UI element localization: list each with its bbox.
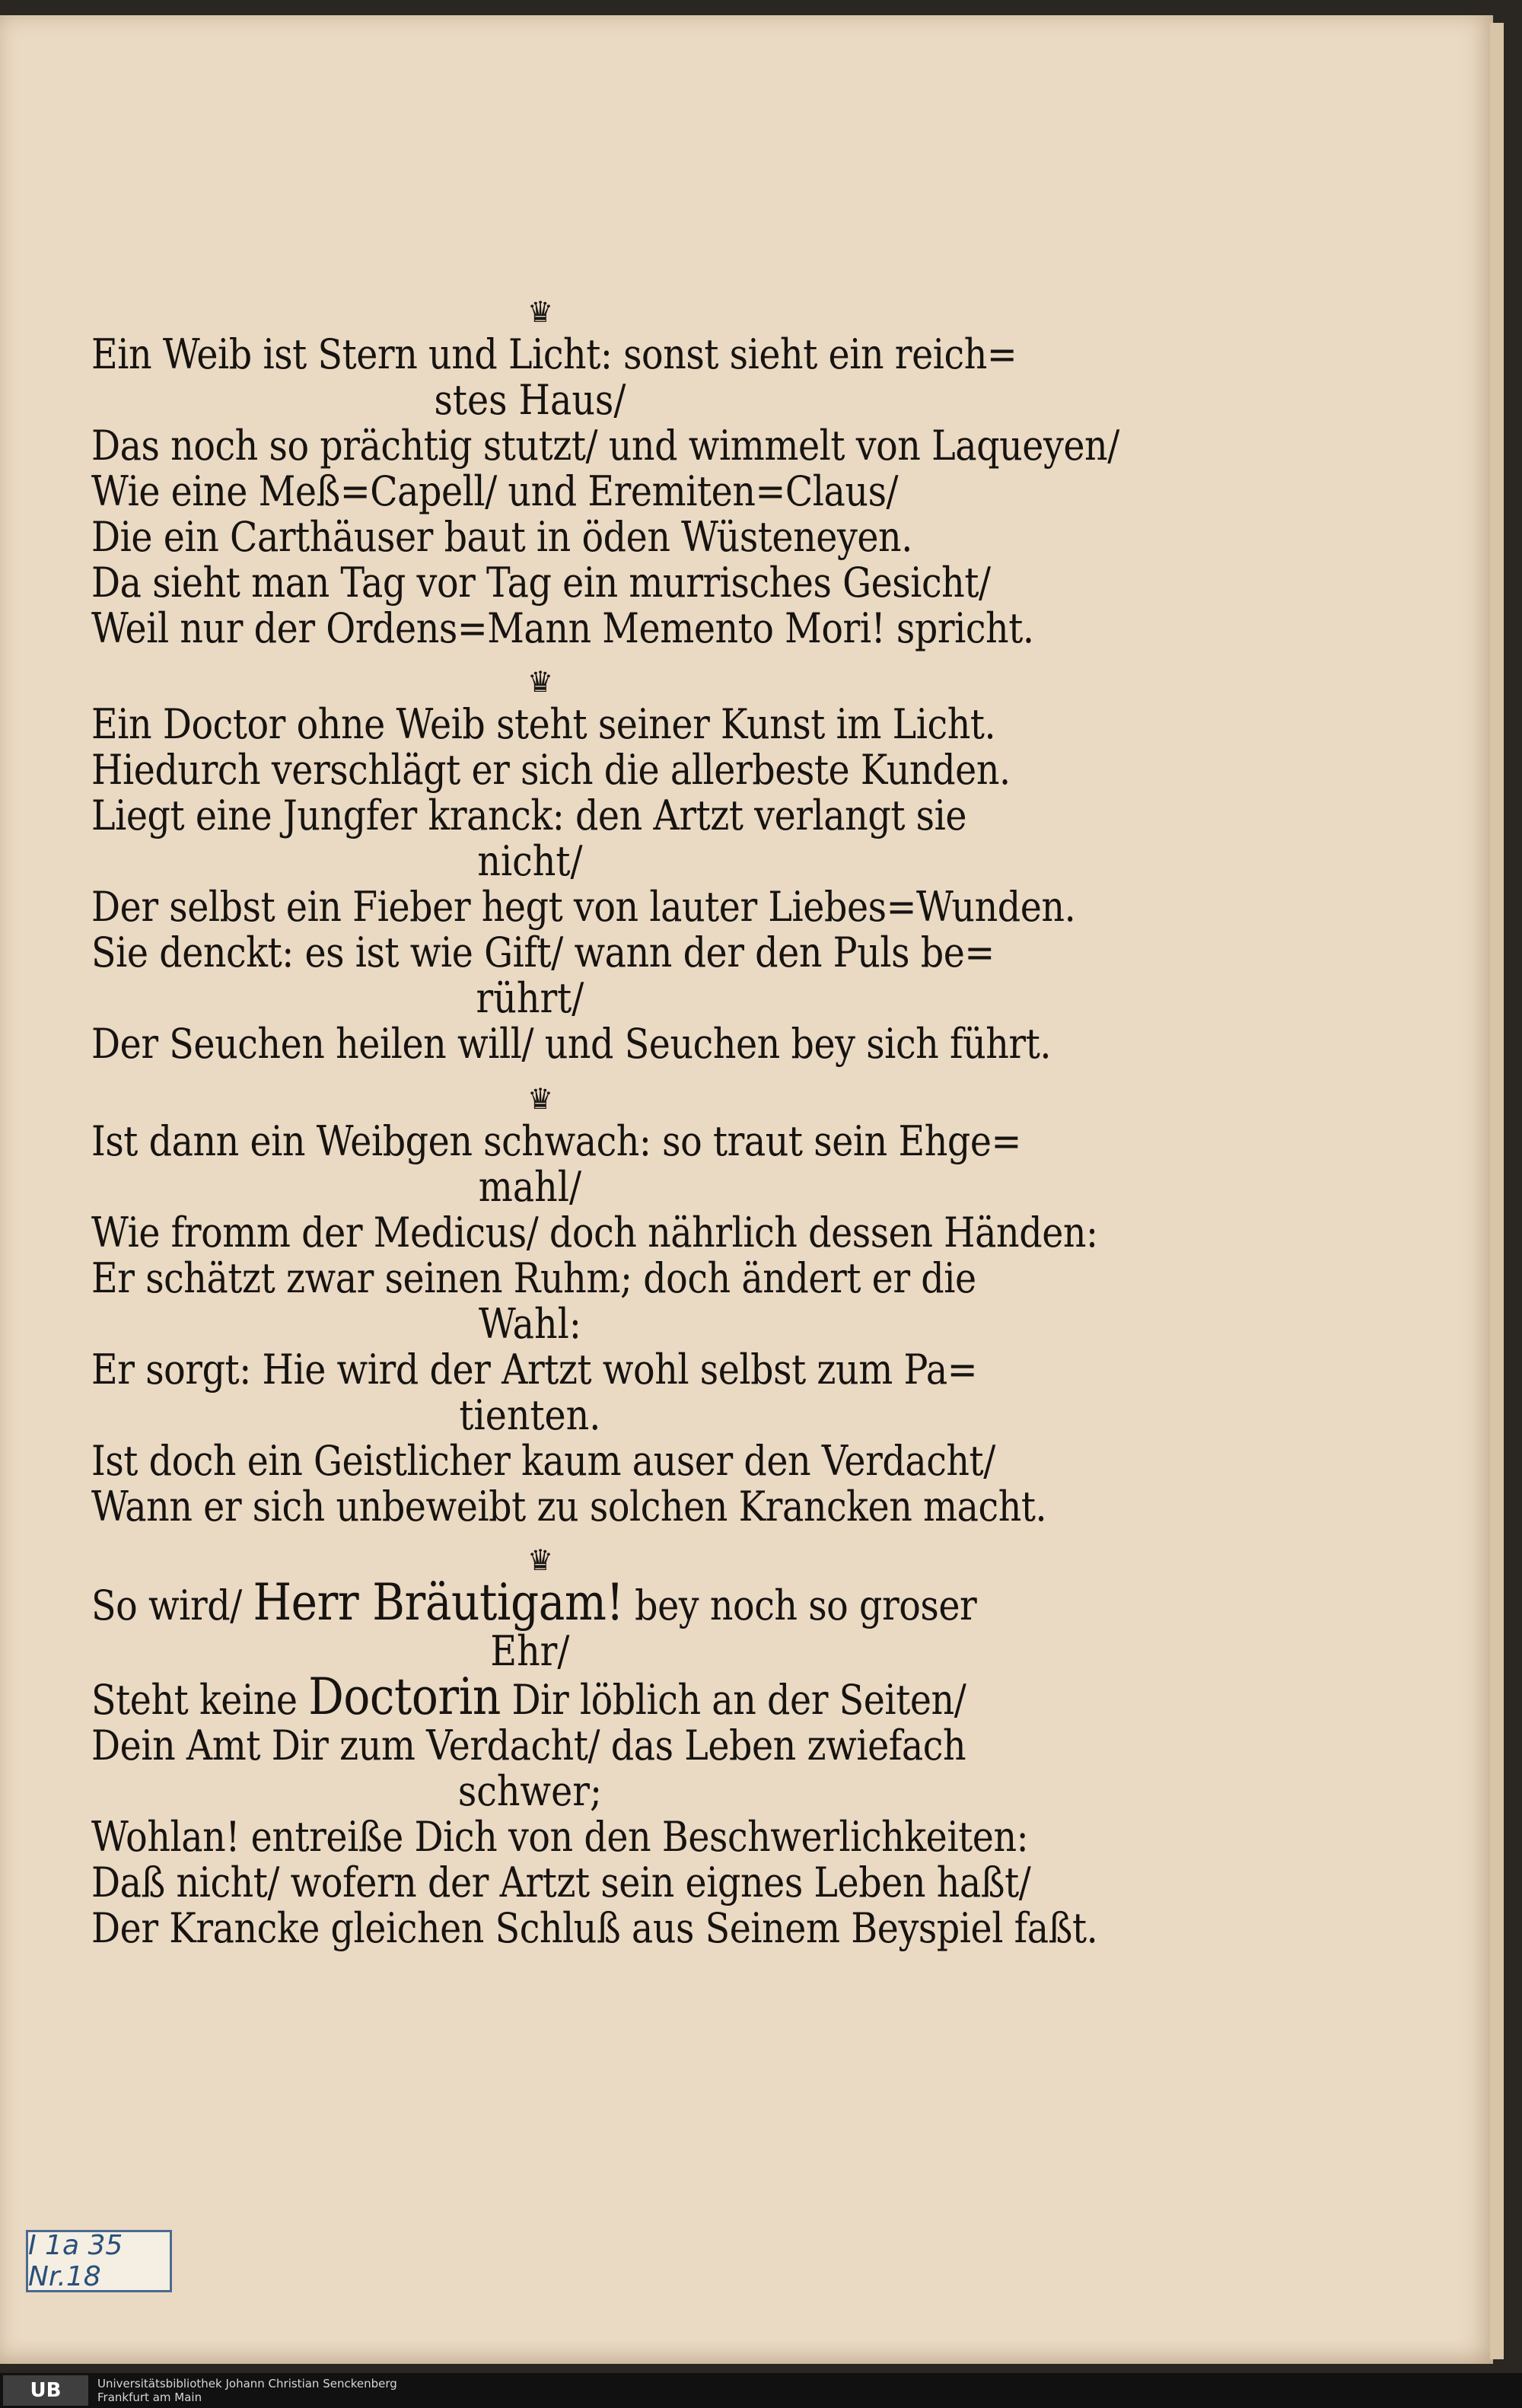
verse-line: Das noch so prächtig stutzt/ und wimmelt von Laqueyen/ — [91, 422, 1119, 470]
verse-line: Der Krancke gleichen Schluß aus Seinem Beyspiel faßt. — [91, 1904, 1098, 1952]
stanza-2 — [91, 665, 1076, 1068]
verse-continuation: schwer; — [457, 1767, 602, 1815]
verse-continuation: stes Haus/ — [434, 376, 626, 424]
verse-line: Ist dann ein Weibgen schwach: so traut sein Ehge= — [91, 1117, 1021, 1165]
verse-line: Daß nicht/ wofern der Artzt sein eignes Leben haßt/ — [91, 1859, 1031, 1906]
ub-logo-icon: UB — [3, 2375, 88, 2406]
verse-text: So wird/ — [91, 1581, 253, 1629]
verse-line: Sie denckt: es ist wie Gift/ wann der den Puls be= — [91, 928, 995, 976]
stanza-4 — [91, 1543, 1098, 1952]
stanza-3 — [91, 1082, 1098, 1530]
verse-line: Wie fromm der Medicus/ doch nährlich dessen Händen: — [91, 1209, 1098, 1257]
verse-line: Wann er sich unbeweibt zu solchen Krancken macht. — [91, 1483, 1047, 1530]
verse-text: Dir löblich an der Seiten/ — [500, 1676, 966, 1724]
verse-line: Ein Doctor ohne Weib steht seiner Kunst im Licht. — [91, 700, 996, 748]
page-edge — [1490, 23, 1504, 2359]
verse-line: Er schätzt zwar seinen Ruhm; doch ändert er die — [91, 1254, 976, 1302]
library-city: Frankfurt am Main — [97, 2390, 202, 2404]
verse-line: Ist doch ein Geistlicher kaum auser den Verdacht/ — [91, 1437, 995, 1485]
verse-line: Weil nur der Ordens=Mann Memento Mori! spricht. — [91, 604, 1034, 652]
verse-line: Der selbst ein Fieber hegt von lauter Liebes=Wunden. — [91, 883, 1076, 931]
shelf-mark-label — [26, 2230, 172, 2292]
verse-continuation: rührt/ — [476, 974, 584, 1022]
verse-line: Liegt eine Jungfer kranck: den Artzt verlangt sie — [91, 792, 967, 839]
verse-continuation: nicht/ — [477, 837, 583, 885]
library-footer-bar — [0, 2373, 1522, 2408]
verse-continuation: tienten. — [459, 1391, 601, 1439]
verse-line: Wie eine Meß=Capell/ und Eremiten=Claus/ — [91, 467, 899, 515]
emphasized-name: Herr Bräutigam! — [253, 1573, 624, 1632]
library-name: Universitätsbibliothek Johann Christian Senckenberg — [97, 2377, 397, 2390]
verse-line: Da sieht man Tag vor Tag ein murrisches Gesicht/ — [91, 559, 991, 607]
verse-text: Steht keine — [91, 1676, 309, 1724]
verse-line: Der Seuchen heilen will/ und Seuchen bey sich führt. — [91, 1020, 1052, 1068]
verse-continuation: mahl/ — [478, 1163, 582, 1211]
crown-ornament-icon: ♛ — [527, 1082, 554, 1116]
verse-continuation: Wahl: — [478, 1300, 581, 1348]
emphasized-name: Doctorin — [308, 1667, 501, 1726]
verse-text: bey noch so groser — [623, 1581, 977, 1629]
library-credit — [97, 2377, 397, 2404]
verse-line: Dein Amt Dir zum Verdacht/ das Leben zwiefach — [91, 1722, 966, 1769]
verse-line: Ein Weib ist Stern und Licht: sonst sieht ein reich= — [91, 330, 1017, 378]
verse-line — [91, 1667, 966, 1726]
verse-line: Wohlan! entreiße Dich von den Beschwerlichkeiten: — [91, 1813, 1029, 1861]
shelf-mark-text: I 1a 35 Nr.18 — [28, 2230, 123, 2292]
verse-line — [91, 1573, 977, 1632]
verse-line: Er sorgt: Hie wird der Artzt wohl selbst zum Pa= — [91, 1346, 978, 1394]
crown-ornament-icon: ♛ — [527, 295, 554, 329]
crown-ornament-icon: ♛ — [527, 1543, 554, 1577]
crown-ornament-icon: ♛ — [527, 665, 554, 699]
stanza-1 — [91, 295, 1119, 652]
verse-line: Die ein Carthäuser baut in öden Wüsteneyen. — [91, 513, 912, 561]
verse-continuation: Ehr/ — [490, 1627, 570, 1675]
verse-line: Hiedurch verschlägt er sich die allerbeste Kunden. — [91, 746, 1011, 794]
